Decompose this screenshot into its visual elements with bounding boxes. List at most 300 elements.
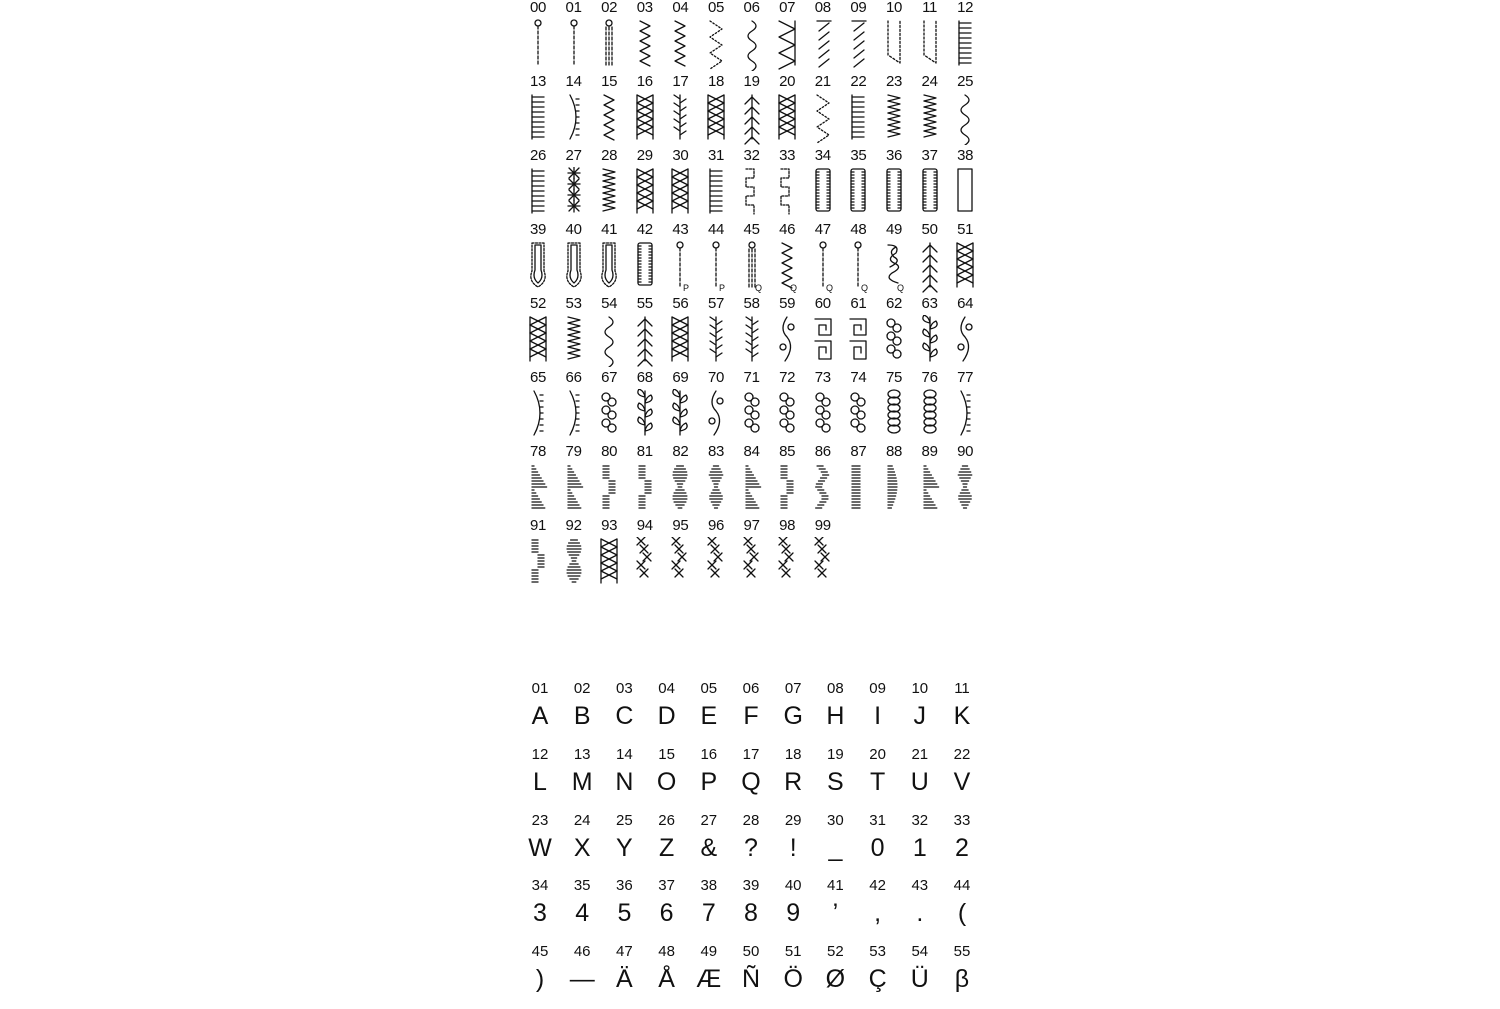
letter-glyph: — xyxy=(569,965,595,994)
letter-number: 43 xyxy=(911,877,929,895)
stitch-number: 54 xyxy=(601,295,618,312)
straight-stitch-q-icon xyxy=(846,241,870,293)
letter-glyph: Z xyxy=(658,833,675,862)
straight-stitch-center-needle-icon xyxy=(562,19,586,71)
stitch-cell xyxy=(558,0,590,72)
letter-number: 06 xyxy=(742,680,760,697)
letter-cell xyxy=(817,680,853,746)
shell-tuck-stitch-icon xyxy=(562,93,586,145)
overlock-stitch-icon xyxy=(775,19,799,71)
rick-rack-stitch-icon xyxy=(811,93,835,145)
letter-cell xyxy=(902,812,938,878)
satin-diamond-stitch-icon xyxy=(704,463,728,515)
letter-glyph: ’ xyxy=(832,899,839,928)
cross-stitch-icon xyxy=(668,537,692,589)
stitch-number: 20 xyxy=(779,73,796,90)
stitch-cell xyxy=(558,222,590,294)
arrow-stitch-icon xyxy=(704,315,728,367)
letter-glyph: 4 xyxy=(575,899,590,928)
letter-cell xyxy=(775,812,811,878)
letter-glyph: E xyxy=(700,702,718,730)
stitch-number: 10 xyxy=(885,0,903,16)
stitch-number: 06 xyxy=(743,0,760,16)
stitch-number: 94 xyxy=(636,517,653,534)
stitch-number: 92 xyxy=(565,517,582,534)
overlock-satin-stitch-icon xyxy=(918,93,942,145)
letter-cell xyxy=(691,680,727,746)
letter-glyph: K xyxy=(953,702,971,730)
stitch-cell xyxy=(842,148,874,220)
letter-cell xyxy=(649,680,685,746)
ladder-stitch-icon xyxy=(846,93,870,145)
stitch-number: 84 xyxy=(743,443,760,460)
satin-diamond-stitch-icon xyxy=(562,315,586,367)
stitch-number: 85 xyxy=(779,443,796,460)
stitch-cell xyxy=(878,74,910,146)
vine-stitch-icon xyxy=(775,315,799,367)
arrow-stitch-icon xyxy=(740,93,764,145)
letter-glyph: H xyxy=(826,702,845,730)
letter-number: 17 xyxy=(742,745,760,763)
stitch-cell xyxy=(593,148,625,220)
letter-glyph: U xyxy=(910,767,929,796)
letter-glyph: 9 xyxy=(786,899,801,928)
serpentine-stitch-icon xyxy=(953,93,977,145)
letter-number: 13 xyxy=(573,745,591,763)
stitch-cell xyxy=(522,0,554,72)
stitch-number: 09 xyxy=(850,0,867,16)
stitch-cell xyxy=(593,518,625,590)
stitch-cell xyxy=(914,296,946,368)
letter-number: 45 xyxy=(531,943,549,961)
stitch-sub-label: Q xyxy=(861,283,869,293)
letter-glyph: & xyxy=(700,833,718,862)
straight-stitch-p-icon xyxy=(668,241,692,293)
letter-number: 09 xyxy=(869,680,886,697)
stitch-number: 72 xyxy=(779,369,796,386)
wave-stitch-icon xyxy=(740,19,764,71)
stitch-number: 59 xyxy=(779,295,796,312)
letter-glyph: Q xyxy=(741,767,761,796)
letter-cell xyxy=(522,680,558,746)
letter-number: 51 xyxy=(784,943,802,961)
stitch-number: 71 xyxy=(743,369,760,386)
stitch-number: 00 xyxy=(529,0,547,16)
stitch-cell xyxy=(914,148,946,220)
letter-cell xyxy=(817,943,853,1009)
step-stitch-icon xyxy=(740,167,764,219)
letter-glyph: Å xyxy=(658,965,675,994)
vine-stitch-icon xyxy=(953,315,977,367)
stitch-number: 37 xyxy=(921,147,938,164)
stitch-cell xyxy=(842,0,874,72)
letter-number: 14 xyxy=(616,745,633,763)
cross-stitch-icon xyxy=(740,537,764,589)
letter-cell xyxy=(733,680,769,746)
letter-cell xyxy=(564,877,600,943)
step-stitch-icon xyxy=(775,167,799,219)
stitch-number: 41 xyxy=(601,221,618,238)
coil-stitch-icon xyxy=(918,389,942,441)
stitch-cell xyxy=(842,370,874,442)
letter-cell xyxy=(606,877,642,943)
letter-glyph: W xyxy=(528,833,552,862)
stitch-number: 13 xyxy=(529,73,547,90)
stitch-number: 30 xyxy=(672,147,689,164)
stitch-cell xyxy=(629,0,661,72)
stitch-cell xyxy=(522,148,554,220)
letter-glyph: L xyxy=(533,767,547,796)
straight-stitch-left-needle-icon xyxy=(526,19,550,71)
letter-number: 28 xyxy=(742,811,760,829)
stitch-cell xyxy=(522,74,554,146)
stitch-cell xyxy=(949,148,981,220)
letter-number: 55 xyxy=(953,943,971,961)
letter-glyph: F xyxy=(743,702,759,730)
letter-cell xyxy=(860,943,896,1009)
letter-glyph: R xyxy=(784,767,803,796)
stitch-cell xyxy=(522,444,554,516)
satin-oval-stitch-icon xyxy=(562,537,586,589)
scallop-stitch-icon xyxy=(953,389,977,441)
letter-number: 23 xyxy=(531,811,549,829)
stitch-cell xyxy=(914,0,946,72)
triple-stitch-q-icon xyxy=(740,241,764,293)
stretch-buttonhole-icon xyxy=(633,241,657,293)
buttonhole-zigzag-icon xyxy=(882,167,906,219)
stitch-number: 62 xyxy=(885,295,903,312)
letter-glyph: B xyxy=(573,702,591,730)
stitch-cell xyxy=(558,74,590,146)
stitch-number: 46 xyxy=(779,221,796,238)
letter-glyph: G xyxy=(783,702,803,730)
stitch-number: 43 xyxy=(672,221,689,238)
smocking-stitch-icon xyxy=(775,93,799,145)
stitch-cell xyxy=(593,370,625,442)
vine-stitch-icon xyxy=(704,389,728,441)
letter-glyph: X xyxy=(573,833,591,862)
stitch-number: 78 xyxy=(529,443,547,460)
stitch-cell xyxy=(771,0,803,72)
satin-diamond-stitch-icon xyxy=(597,167,621,219)
stitch-number: 23 xyxy=(885,73,903,90)
stitch-cell xyxy=(807,148,839,220)
stitch-number: 75 xyxy=(885,369,903,386)
letter-cell xyxy=(944,812,980,878)
letter-number: 32 xyxy=(911,811,929,829)
stitch-number: 39 xyxy=(529,221,547,238)
stitch-cell xyxy=(807,74,839,146)
letter-glyph: Ø xyxy=(825,965,846,994)
stitch-number: 86 xyxy=(814,443,831,460)
cross-stitch-icon xyxy=(811,537,835,589)
letter-glyph: T xyxy=(869,767,886,796)
stitch-number: 95 xyxy=(672,517,689,534)
stitch-pattern-chart xyxy=(522,0,982,590)
stitch-number: 11 xyxy=(922,0,938,16)
stitch-cell xyxy=(736,222,768,294)
stitch-number: 12 xyxy=(957,0,974,16)
keyhole-buttonhole-icon xyxy=(562,241,586,293)
stitch-cell xyxy=(664,518,696,590)
satin-diamond-stitch-icon xyxy=(882,93,906,145)
letter-cell xyxy=(649,812,685,878)
letter-cell xyxy=(606,943,642,1009)
cross-stitch-icon xyxy=(633,537,657,589)
stitch-number: 68 xyxy=(636,369,653,386)
letter-cell xyxy=(944,877,980,943)
letter-glyph: ! xyxy=(789,833,797,862)
satin-diagonal-stitch-icon xyxy=(918,463,942,515)
stitch-cell xyxy=(736,148,768,220)
satin-bar-stitch-icon xyxy=(846,463,870,515)
stitch-cell xyxy=(700,74,732,146)
leaf-stitch-icon xyxy=(633,389,657,441)
letter-number: 25 xyxy=(616,811,633,829)
stitch-cell xyxy=(914,370,946,442)
letter-cell xyxy=(733,746,769,812)
letter-glyph: Ñ xyxy=(741,965,761,994)
letter-cell xyxy=(691,746,727,812)
stitch-number: 25 xyxy=(957,73,974,90)
stipple-stitch-q-icon xyxy=(882,241,906,293)
stitch-cell xyxy=(807,296,839,368)
letter-number: 34 xyxy=(531,877,549,895)
stitch-cell xyxy=(736,0,768,72)
letter-glyph: I xyxy=(874,702,882,730)
letter-cell xyxy=(649,943,685,1009)
stitch-cell xyxy=(558,444,590,516)
letter-glyph: D xyxy=(657,702,676,730)
letter-glyph: 8 xyxy=(744,899,758,928)
stitch-number: 96 xyxy=(707,517,725,534)
letter-number: 54 xyxy=(911,943,929,961)
stretch-blind-hem-icon xyxy=(918,19,942,71)
letter-number: 05 xyxy=(700,680,718,697)
blanket-stitch-icon xyxy=(526,93,550,145)
stitch-cell xyxy=(522,296,554,368)
stitch-number: 60 xyxy=(814,295,831,312)
arrow-stitch-icon xyxy=(633,315,657,367)
satin-triangle-stitch-icon xyxy=(562,463,586,515)
stitch-number: 51 xyxy=(957,221,974,238)
letter-cell xyxy=(775,877,811,943)
stitch-number: 29 xyxy=(636,147,653,164)
box-zigzag-stitch-icon xyxy=(633,167,657,219)
letter-glyph: 0 xyxy=(870,833,885,862)
stitch-cell xyxy=(878,296,910,368)
stitch-cell xyxy=(807,444,839,516)
letter-cell xyxy=(860,746,896,812)
letter-number: 01 xyxy=(531,680,549,697)
stitch-sub-label: Q xyxy=(825,283,833,293)
stitch-number: 52 xyxy=(529,295,547,312)
stitch-cell xyxy=(736,444,768,516)
keyhole-buttonhole-icon xyxy=(597,241,621,293)
letter-cell xyxy=(775,943,811,1009)
overedge-stitch-icon xyxy=(953,19,977,71)
letter-number: 30 xyxy=(827,811,844,829)
stitch-cell xyxy=(842,222,874,294)
stitch-number: 69 xyxy=(672,369,689,386)
buttonhole-outline-icon xyxy=(953,167,977,219)
letter-number: 46 xyxy=(573,943,591,961)
letter-cell xyxy=(564,943,600,1009)
coil-stitch-icon xyxy=(882,389,906,441)
stitch-number: 32 xyxy=(743,147,760,164)
letter-number: 49 xyxy=(700,943,718,961)
letter-cell xyxy=(606,812,642,878)
stitch-sub-label: P xyxy=(683,283,690,293)
stitch-cell xyxy=(949,222,981,294)
stitch-number: 88 xyxy=(885,443,903,460)
letter-cell xyxy=(944,943,980,1009)
letter-number: 12 xyxy=(531,745,549,763)
straight-stitch-q-icon xyxy=(811,241,835,293)
stitch-cell xyxy=(700,148,732,220)
stitch-cell xyxy=(629,296,661,368)
letter-cell xyxy=(817,877,853,943)
stitch-number: 33 xyxy=(779,147,796,164)
zigzag-stitch-icon xyxy=(668,19,692,71)
letter-cell xyxy=(733,943,769,1009)
stitch-number: 28 xyxy=(601,147,618,164)
letter-glyph: Ü xyxy=(910,965,929,994)
stitch-number: 01 xyxy=(565,0,582,16)
letter-cell xyxy=(860,680,896,746)
buttonhole-satin-icon xyxy=(918,167,942,219)
letter-number: 36 xyxy=(616,877,633,895)
stitch-cell xyxy=(700,222,732,294)
stitch-cell xyxy=(771,222,803,294)
stitch-cell xyxy=(558,296,590,368)
letter-glyph: V xyxy=(953,767,971,796)
loop-stitch-icon xyxy=(882,315,906,367)
cross-stitch-icon xyxy=(775,537,799,589)
letter-cell xyxy=(944,746,980,812)
alphabet-chart xyxy=(522,680,982,1000)
zigzag-stitch-icon xyxy=(633,19,657,71)
stitch-cell xyxy=(522,370,554,442)
letter-glyph: O xyxy=(656,767,677,796)
letter-glyph: Ö xyxy=(783,965,803,994)
letter-number: 53 xyxy=(869,943,886,961)
stitch-number: 50 xyxy=(921,221,938,238)
stitch-number: 24 xyxy=(921,73,938,90)
arrow-stitch-icon xyxy=(918,241,942,293)
letter-glyph: S xyxy=(827,767,844,796)
stitch-cell xyxy=(771,74,803,146)
letter-number: 02 xyxy=(573,680,591,697)
letter-glyph: J xyxy=(913,702,927,730)
stitch-cell xyxy=(593,74,625,146)
stitch-cell xyxy=(842,296,874,368)
stitch-number: 79 xyxy=(565,443,582,460)
stitch-number: 49 xyxy=(885,221,903,238)
stitch-cell xyxy=(736,370,768,442)
stitch-cell xyxy=(878,444,910,516)
fern-stitch-icon xyxy=(740,315,764,367)
floral-stitch-icon xyxy=(597,389,621,441)
letter-number: 07 xyxy=(784,680,802,697)
letter-cell xyxy=(564,680,600,746)
letter-cell xyxy=(775,746,811,812)
stitch-number: 16 xyxy=(636,73,653,90)
letter-cell xyxy=(522,877,558,943)
stitch-number: 03 xyxy=(636,0,653,16)
stitch-number: 77 xyxy=(957,369,974,386)
letter-number: 52 xyxy=(827,943,844,961)
letter-number: 11 xyxy=(954,680,970,697)
letter-glyph: 5 xyxy=(617,899,632,928)
stitch-number: 19 xyxy=(743,73,760,90)
satin-oval-stitch-icon xyxy=(668,463,692,515)
letter-cell xyxy=(944,680,980,746)
stitch-cell xyxy=(771,370,803,442)
stitch-cell xyxy=(949,296,981,368)
straight-stitch-p-icon xyxy=(704,241,728,293)
stitch-cell xyxy=(522,518,554,590)
stitch-sub-label: Q xyxy=(754,283,762,293)
stitch-cell xyxy=(771,296,803,368)
stitch-number: 17 xyxy=(672,73,689,90)
stitch-cell xyxy=(629,370,661,442)
letter-glyph: Ä xyxy=(616,965,633,994)
stitch-sub-label: Q xyxy=(897,283,905,293)
stitch-cell xyxy=(664,222,696,294)
stitch-cell xyxy=(949,444,981,516)
letter-number: 04 xyxy=(658,680,675,697)
letter-glyph: ( xyxy=(957,899,967,928)
buttonhole-square-icon xyxy=(811,167,835,219)
stitch-cell xyxy=(664,148,696,220)
feather-crescent-stitch-icon xyxy=(562,389,586,441)
cross-stitch-icon xyxy=(953,241,977,293)
stitch-number: 31 xyxy=(707,147,725,164)
letter-glyph: ? xyxy=(744,833,758,862)
stitch-cell xyxy=(700,444,732,516)
letter-cell xyxy=(817,812,853,878)
stitch-cell xyxy=(700,518,732,590)
satin-triangle-stitch-icon xyxy=(740,463,764,515)
letter-number: 10 xyxy=(911,680,929,697)
stitch-number: 90 xyxy=(957,443,974,460)
stitch-number: 98 xyxy=(779,517,796,534)
letter-number: 19 xyxy=(827,745,844,763)
stitch-cell xyxy=(878,222,910,294)
stitch-number: 22 xyxy=(850,73,867,90)
letter-number: 21 xyxy=(911,745,929,763)
stitch-number: 45 xyxy=(743,221,760,238)
stitch-number: 74 xyxy=(850,369,867,386)
letter-cell xyxy=(691,812,727,878)
honeycomb-stitch-icon xyxy=(633,93,657,145)
stitch-cell xyxy=(914,444,946,516)
stitch-number: 93 xyxy=(601,517,618,534)
letter-glyph: Æ xyxy=(696,965,722,994)
letter-cell xyxy=(817,746,853,812)
stitch-number: 42 xyxy=(636,221,653,238)
letter-cell xyxy=(564,812,600,878)
satin-step-stitch-icon xyxy=(775,463,799,515)
stitch-cell xyxy=(700,0,732,72)
letter-number: 33 xyxy=(953,811,971,829)
cross-stitch-icon xyxy=(704,93,728,145)
stitch-number: 76 xyxy=(921,369,938,386)
stitch-number: 47 xyxy=(814,221,831,238)
stitch-cell xyxy=(807,222,839,294)
stitch-cell xyxy=(842,74,874,146)
